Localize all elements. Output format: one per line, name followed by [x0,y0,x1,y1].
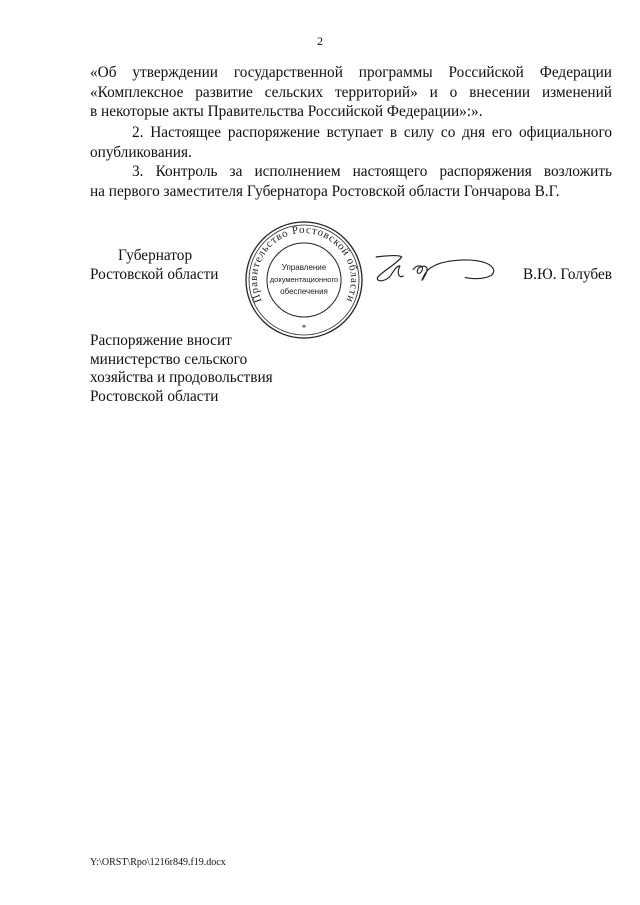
text-line: Распоряжение вносит [90,332,232,349]
official-seal [242,218,366,342]
paragraph-2 [90,123,612,162]
seal-center-line: Управление [281,263,327,272]
text-line: хозяйства и продовольствия [90,369,273,386]
text-line: «Об утверждении государственной программы Российской Федерации [90,64,612,81]
text-line: опубликования. [90,143,192,161]
text-line: Ростовской области [90,387,219,405]
text-line: в некоторые акты Правительства Российской Федерации»:». [90,103,483,120]
signatory-name: В.Ю. Голубев [522,266,612,283]
text-line: 2. Настоящее распоряжение вступает в силу со дня его официального [132,124,612,141]
seal-star: * [301,323,307,333]
handwritten-signature [372,250,502,290]
text-line: «Комплексное развитие сельских территорий» и о внесении изменений [90,83,612,101]
seal-center-line: документационного [269,275,339,284]
text-line: министерство сельского [90,350,248,368]
position-line: Ростовской области [90,266,219,283]
file-path-footer: Y:\ORST\Rpo\1216r849.f19.docx [90,857,226,868]
paragraph-3 [90,162,612,201]
text-line: 3. Контроль за исполнением настоящего распоряжения возложить [132,163,612,180]
text-line: на первого заместителя Губернатора Ростовской области Гончарова В.Г. [90,182,560,200]
seal-ring-text: Правительство Ростовской области [247,223,361,305]
seal-center-line: обеспечения [280,287,328,296]
signatory-position [90,246,218,284]
position-line: Губернатор [118,247,193,264]
paragraph-1 [90,63,612,122]
page-number: 2 [317,34,323,48]
submitted-by [90,332,273,406]
